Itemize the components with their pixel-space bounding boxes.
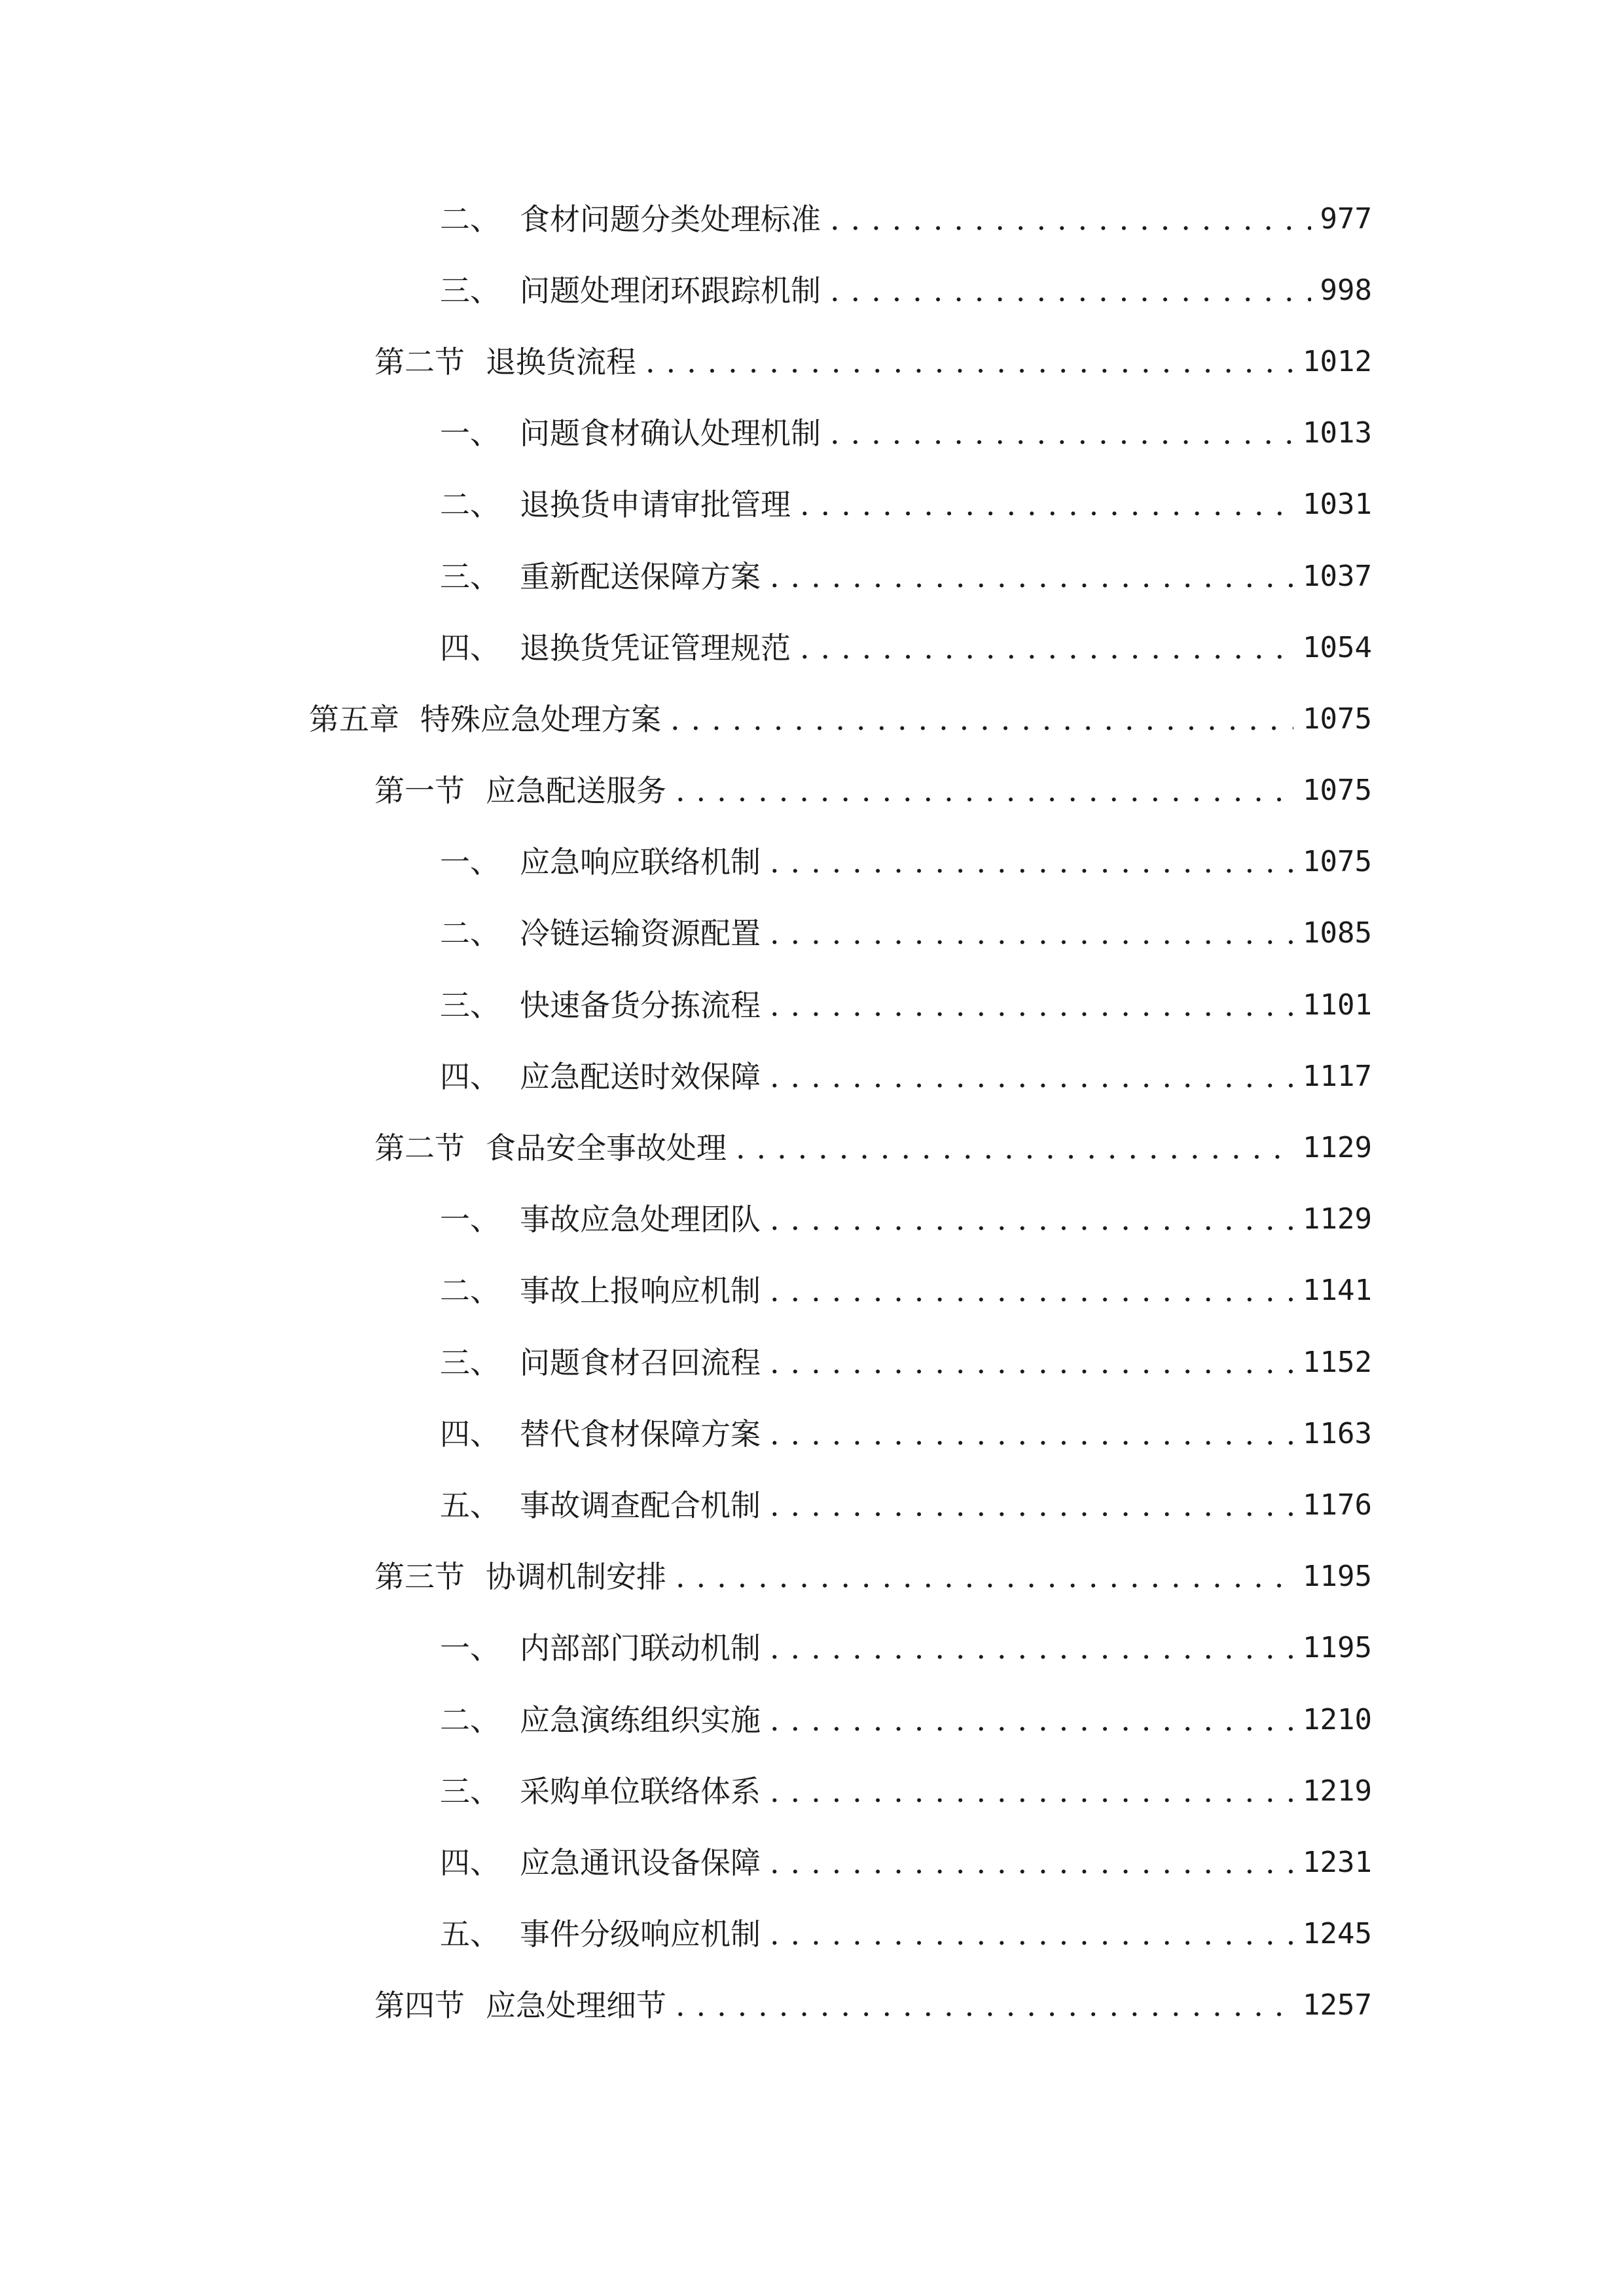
toc-entry-title: 退换货申请审批管理 [520, 487, 791, 523]
toc-entry-number: 第四节 [374, 1988, 465, 2024]
toc-entry-number: 五、 [440, 1487, 500, 1523]
toc-page-number: 1231 [1303, 1845, 1372, 1879]
toc-entry-item[interactable] [0, 541, 1624, 612]
toc-page-number: 1037 [1303, 559, 1372, 593]
toc-entry-number: 二、 [440, 201, 500, 237]
toc-entry-number: 第二节 [374, 344, 465, 380]
toc-entry-chapter[interactable] [0, 683, 1624, 755]
toc-page-number: 1031 [1303, 488, 1372, 522]
toc-entry-title: 应急通讯设备保障 [520, 1844, 761, 1880]
toc-entry-number: 一、 [440, 1630, 500, 1666]
toc-dot-leader [770, 1486, 1293, 1525]
toc-entry-number: 四、 [440, 630, 500, 666]
toc-page-number: 1012 [1303, 344, 1372, 378]
toc-entry-number: 第五章 [309, 701, 399, 737]
toc-entry-section[interactable] [0, 1112, 1624, 1183]
toc-entry-item[interactable] [0, 1255, 1624, 1327]
toc-entry-item[interactable] [0, 1041, 1624, 1112]
toc-page-number: 1176 [1303, 1488, 1372, 1522]
toc-entry-title: 事件分级响应机制 [520, 1916, 761, 1952]
toc-entry-section[interactable] [0, 755, 1624, 827]
toc-entry-title: 食品安全事故处理 [486, 1130, 727, 1166]
toc-entry-title: 特殊应急处理方案 [420, 701, 661, 737]
toc-dot-leader [770, 1772, 1293, 1811]
toc-page-number: 1075 [1303, 702, 1372, 736]
toc-entry-title: 问题处理闭环跟踪机制 [520, 272, 821, 308]
toc-entry-title: 重新配送保障方案 [520, 558, 761, 594]
toc-entry-number: 第一节 [374, 773, 465, 809]
toc-dot-leader [770, 842, 1293, 882]
toc-entry-title: 退换货流程 [486, 344, 636, 380]
toc-page-number: 1101 [1303, 988, 1372, 1022]
toc-dot-leader [676, 771, 1293, 810]
toc-entry-number: 第三节 [374, 1559, 465, 1595]
toc-dot-leader [670, 700, 1293, 739]
toc-entry-item[interactable] [0, 1684, 1624, 1755]
toc-dot-leader [770, 1700, 1293, 1740]
toc-entry-number: 三、 [440, 1344, 500, 1380]
toc-page-number: 1141 [1303, 1274, 1372, 1308]
toc-entry-number: 二、 [440, 1702, 500, 1738]
toc-page-number: 1219 [1303, 1774, 1372, 1808]
toc-entry-title: 食材问题分类处理标准 [520, 201, 821, 237]
toc-entry-title: 应急响应联络机制 [520, 844, 761, 880]
toc-entry-item[interactable] [0, 1184, 1624, 1255]
toc-entry-title: 应急处理细节 [486, 1988, 666, 2024]
toc-entry-item[interactable] [0, 1469, 1624, 1541]
toc-dot-leader [770, 1200, 1293, 1239]
toc-entry-item[interactable] [0, 255, 1624, 326]
toc-page-number: 1257 [1303, 1988, 1372, 2022]
toc-entry-item[interactable] [0, 1613, 1624, 1684]
toc-page-number: 1195 [1303, 1560, 1372, 1594]
toc-entry-number: 三、 [440, 272, 500, 308]
toc-entry-title: 事故上报响应机制 [520, 1273, 761, 1309]
toc-dot-leader [645, 342, 1293, 382]
toc-page-number: 1195 [1303, 1631, 1372, 1665]
toc-dot-leader [736, 1128, 1293, 1168]
toc-dot-leader [676, 1557, 1293, 1596]
toc-dot-leader [770, 557, 1293, 596]
toc-page-number: 1245 [1303, 1917, 1372, 1951]
toc-dot-leader [770, 914, 1293, 953]
toc-entry-title: 内部部门联动机制 [520, 1630, 761, 1666]
toc-dot-leader [770, 986, 1293, 1025]
toc-entry-section[interactable] [0, 1541, 1624, 1613]
toc-entry-number: 四、 [440, 1844, 500, 1880]
toc-entry-number: 四、 [440, 1058, 500, 1094]
toc-entry-title: 快速备货分拣流程 [520, 987, 761, 1023]
toc-entry-number: 一、 [440, 844, 500, 880]
toc-dot-leader [770, 1628, 1293, 1668]
toc-dot-leader [830, 271, 1311, 310]
toc-entry-item[interactable] [0, 398, 1624, 469]
toc-page-number: 1210 [1303, 1702, 1372, 1736]
toc-page-number: 1013 [1303, 416, 1372, 450]
toc-entry-title: 退换货凭证管理规范 [520, 630, 791, 666]
toc-entry-item[interactable] [0, 1755, 1624, 1827]
toc-entry-title: 采购单位联络体系 [520, 1773, 761, 1809]
toc-entry-number: 三、 [440, 558, 500, 594]
toc-page-number: 1117 [1303, 1059, 1372, 1093]
toc-entry-title: 问题食材召回流程 [520, 1344, 761, 1380]
toc-entry-item[interactable] [0, 827, 1624, 898]
toc-dot-leader [800, 485, 1293, 524]
toc-dot-leader [830, 200, 1311, 239]
toc-entry-number: 一、 [440, 1202, 500, 1238]
toc-dot-leader [770, 1843, 1293, 1882]
toc-entry-number: 三、 [440, 1773, 500, 1809]
table-of-contents [0, 183, 1624, 2041]
toc-entry-title: 应急配送服务 [486, 773, 666, 809]
toc-entry-title: 事故调查配合机制 [520, 1487, 761, 1523]
toc-dot-leader [770, 1343, 1293, 1382]
toc-entry-item[interactable] [0, 469, 1624, 541]
toc-entry-number: 第二节 [374, 1130, 465, 1166]
toc-entry-title: 应急演练组织实施 [520, 1702, 761, 1738]
toc-entry-item[interactable] [0, 969, 1624, 1041]
toc-entry-item[interactable] [0, 1398, 1624, 1469]
toc-page-number: 1152 [1303, 1345, 1372, 1379]
toc-page-number: 1075 [1303, 774, 1372, 808]
toc-entry-title: 问题食材确认处理机制 [520, 416, 821, 452]
toc-dot-leader [830, 414, 1293, 453]
toc-entry-number: 四、 [440, 1416, 500, 1452]
toc-entry-number: 五、 [440, 1916, 500, 1952]
toc-page-number: 1054 [1303, 630, 1372, 664]
toc-entry-title: 事故应急处理团队 [520, 1202, 761, 1238]
toc-entry-title: 协调机制安排 [486, 1559, 666, 1595]
toc-page-number: 1085 [1303, 916, 1372, 950]
toc-entry-item[interactable] [0, 183, 1624, 255]
toc-page-number: 977 [1320, 202, 1372, 236]
toc-entry-number: 三、 [440, 987, 500, 1023]
toc-entry-title: 应急配送时效保障 [520, 1058, 761, 1094]
toc-dot-leader [770, 1914, 1293, 1954]
toc-entry-title: 替代食材保障方案 [520, 1416, 761, 1452]
toc-entry-number: 二、 [440, 487, 500, 523]
toc-entry-item[interactable] [0, 612, 1624, 683]
toc-page-number: 998 [1320, 273, 1372, 307]
toc-entry-item[interactable] [0, 1899, 1624, 1970]
toc-page-number: 1129 [1303, 1202, 1372, 1236]
toc-entry-section[interactable] [0, 326, 1624, 397]
toc-dot-leader [770, 1414, 1293, 1454]
toc-entry-title: 冷链运输资源配置 [520, 916, 761, 952]
toc-dot-leader [770, 1271, 1293, 1310]
toc-entry-number: 一、 [440, 416, 500, 452]
toc-page-number: 1075 [1303, 845, 1372, 879]
toc-entry-item[interactable] [0, 1827, 1624, 1898]
toc-dot-leader [770, 1057, 1293, 1096]
toc-entry-item[interactable] [0, 1327, 1624, 1398]
toc-entry-number: 二、 [440, 1273, 500, 1309]
toc-entry-section[interactable] [0, 1970, 1624, 2041]
toc-page-number: 1163 [1303, 1416, 1372, 1450]
toc-dot-leader [800, 628, 1293, 668]
toc-page-number: 1129 [1303, 1131, 1372, 1165]
toc-dot-leader [676, 1986, 1293, 2025]
toc-entry-number: 二、 [440, 916, 500, 952]
toc-entry-item[interactable] [0, 898, 1624, 969]
